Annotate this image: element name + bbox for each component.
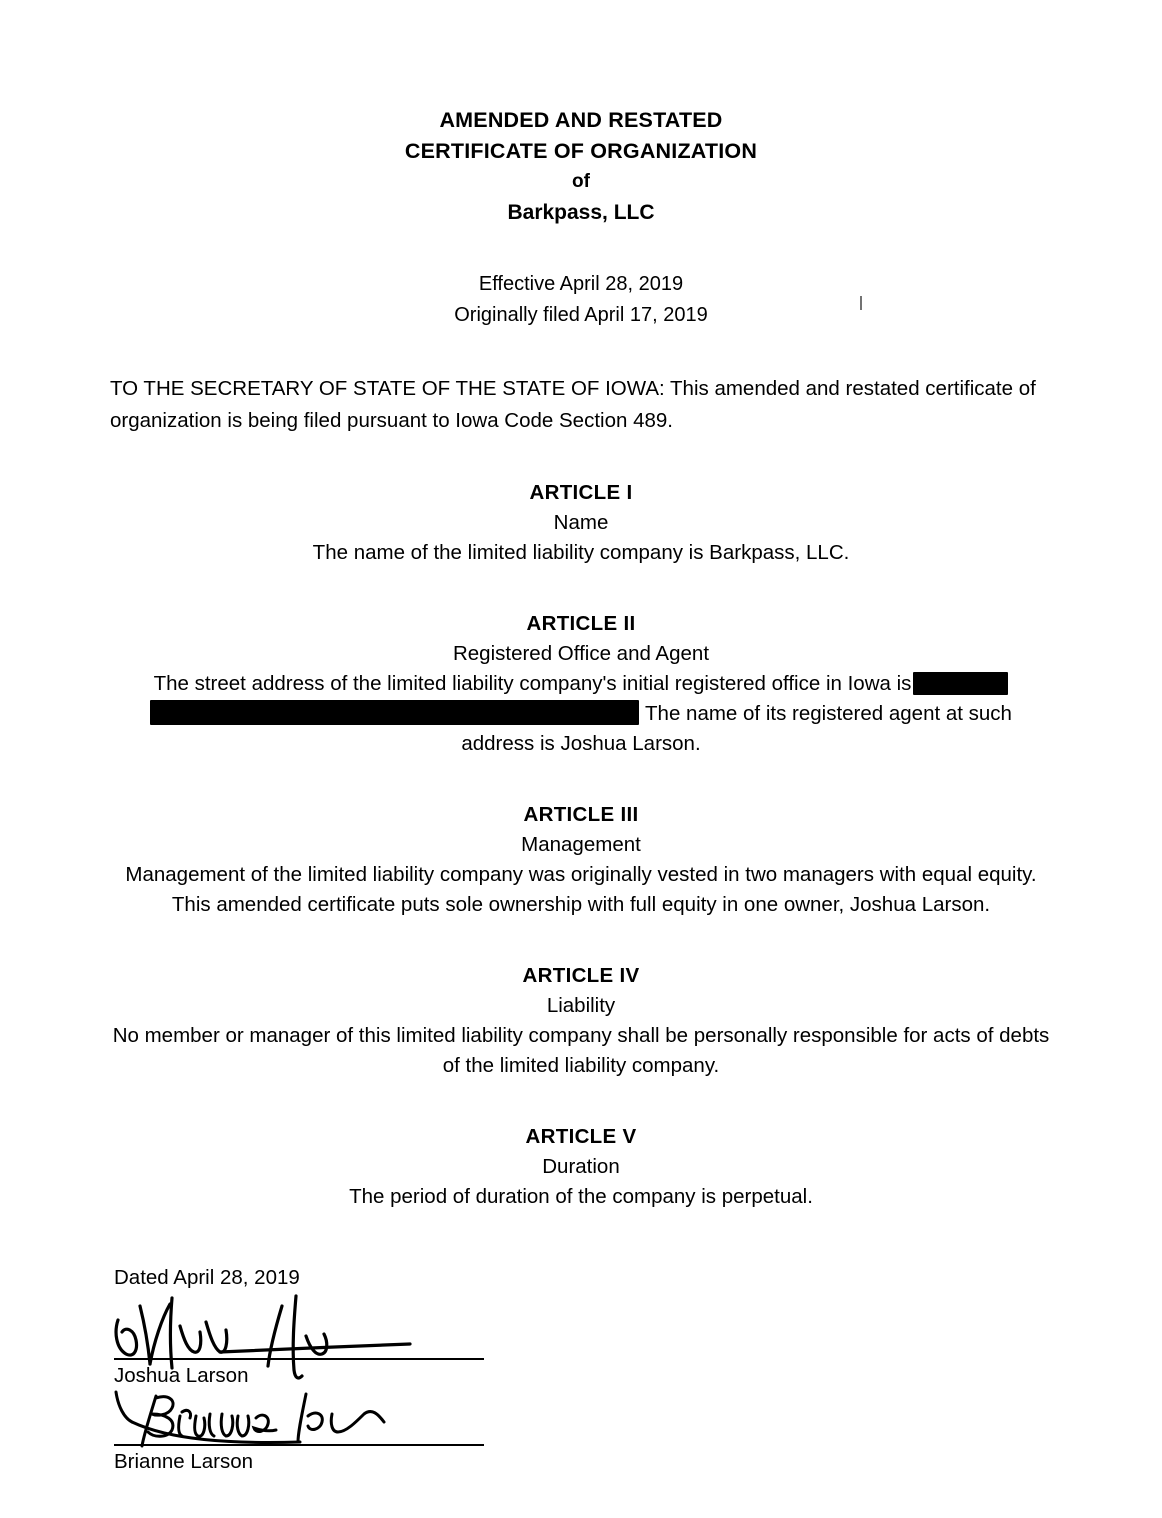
article-body-1: The name of the limited liability company is Barkpass, LLC. — [312, 541, 850, 564]
company-name: Barkpass, LLC — [507, 201, 655, 224]
signer-name-1: Joshua Larson — [114, 1364, 249, 1387]
article-2-text-part-3: address is Joshua Larson. — [461, 732, 701, 755]
article-2-text-part-1: The street address of the limited liability company's initial registered office in Iowa is — [153, 672, 912, 695]
title-line-2: CERTIFICATE OF ORGANIZATION — [404, 139, 758, 163]
article-subheading-2: Registered Office and Agent — [452, 642, 710, 665]
article-subheading-4: Liability — [546, 994, 616, 1017]
title-of-word: of — [572, 171, 590, 192]
signer-name-2: Brianne Larson — [114, 1450, 254, 1473]
effective-date: Effective April 28, 2019 — [478, 273, 684, 295]
signature-line-2 — [114, 1444, 484, 1446]
signature-row-2 — [110, 1388, 1052, 1478]
article-subheading-5: Duration — [542, 1155, 620, 1178]
article-subheading-1: Name — [553, 511, 609, 534]
signature-row-1 — [110, 1292, 1052, 1388]
signature-block — [110, 1264, 1052, 1478]
dated-line: Dated April 28, 2019 — [114, 1266, 300, 1289]
article-body-4: No member or manager of this limited liability company shall be personally responsible for acts of debts of the limited liability company. — [112, 1024, 1050, 1077]
scan-artifact — [860, 296, 862, 310]
article-2-text-part-2: The name of its registered agent at such — [645, 702, 1012, 725]
document-title — [110, 105, 1052, 167]
redaction-bar-address-line2 — [150, 700, 639, 725]
article-body-2 — [110, 669, 1052, 759]
redaction-bar-address-line1 — [913, 672, 1008, 695]
originally-filed-date: Originally filed April 17, 2019 — [454, 304, 708, 326]
article-heading-2: ARTICLE II — [526, 612, 636, 635]
article-body-5: The period of duration of the company is perpetual. — [349, 1185, 813, 1208]
signature-line-1 — [114, 1358, 484, 1360]
article-heading-4: ARTICLE IV — [522, 964, 640, 987]
date-block — [110, 269, 1052, 331]
certificate-body — [110, 105, 1052, 1478]
intro-paragraph: TO THE SECRETARY OF STATE OF THE STATE OF IOWA: This amended and restated certificate of organization is being filed pursuant to Iowa Code Section 489. — [110, 377, 1036, 432]
article-heading-3: ARTICLE III — [523, 803, 639, 826]
article-heading-5: ARTICLE V — [525, 1125, 637, 1148]
article-heading-1: ARTICLE I — [529, 481, 633, 504]
title-line-1: AMENDED AND RESTATED — [439, 108, 723, 132]
article-body-3: Management of the limited liability company was originally vested in two managers with equal equity. This amended certificate puts sole ownership with full equity in one owner, Joshua Larson. — [125, 863, 1037, 916]
article-subheading-3: Management — [521, 833, 641, 856]
